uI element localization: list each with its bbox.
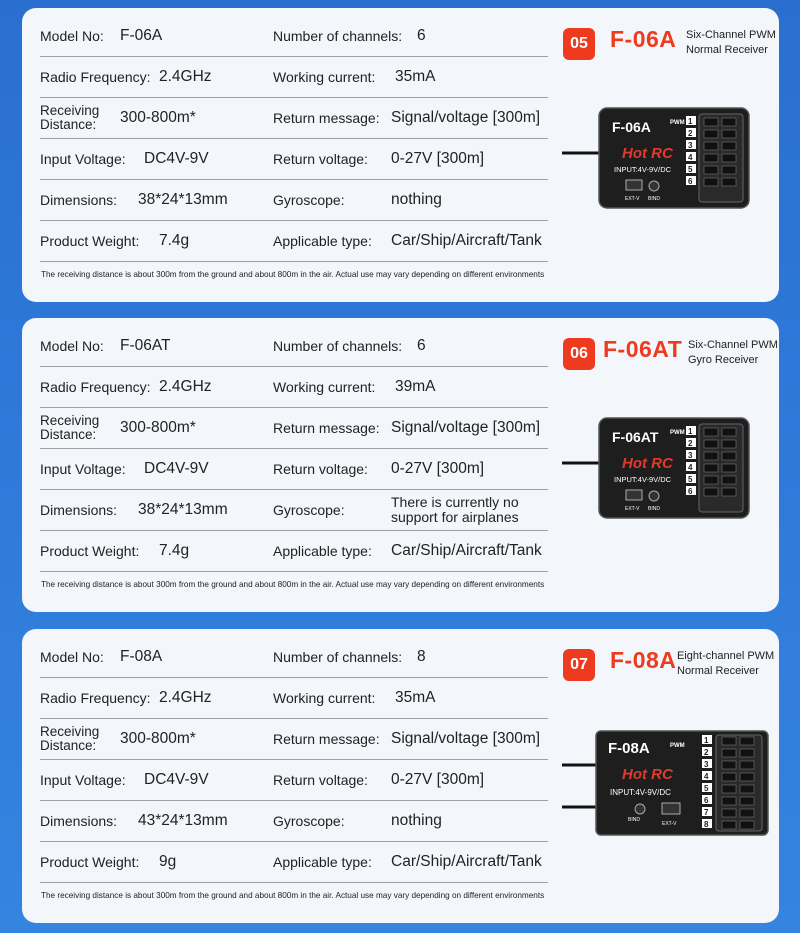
spec-label: Radio Frequency: (40, 379, 151, 395)
subtitle-line: Normal Receiver (677, 665, 759, 677)
spec-value: Signal/voltage [300m] (391, 419, 541, 436)
footnote: The receiving distance is about 300m from the ground and about 800m in the air. Actual use may vary depending on different environments (41, 580, 545, 589)
spec-value: nothing (391, 191, 442, 208)
footnote: The receiving distance is about 300m from the ground and about 800m in the air. Actual use may vary depending on different environments (41, 270, 545, 279)
spec-label: Receiving Distance: (40, 724, 100, 753)
bind-text: BIND (648, 506, 660, 512)
ext-v-text: EXT-V (625, 506, 640, 512)
spec-label: Dimensions: (40, 813, 118, 829)
hotrc-logo: Hot RC (622, 766, 673, 783)
spec-label: Working current: (273, 379, 376, 395)
device-pwm-text: PWM (670, 120, 685, 126)
spec-value: 2.4GHz (159, 378, 212, 395)
product-card-f06a (22, 8, 779, 302)
channel-number: 3 (704, 760, 709, 769)
spec-value: 9g (159, 853, 177, 870)
channel-number: 2 (704, 748, 709, 757)
spec-row (40, 180, 548, 221)
spec-value: 7.4g (159, 542, 190, 559)
spec-row (40, 842, 548, 883)
spec-label: Model No: (40, 338, 104, 354)
subtitle-line: Six-Channel PWM (686, 29, 776, 41)
spec-label: Applicable type: (273, 543, 372, 559)
device-input-text: INPUT:4V-9V/DC (610, 788, 671, 797)
spec-label: Product Weight: (40, 543, 140, 559)
model-title: F-06A (610, 26, 677, 52)
spec-row (40, 367, 548, 408)
spec-row (40, 221, 548, 262)
channel-number: 1 (688, 427, 693, 436)
spec-label: Gyroscope: (273, 813, 345, 829)
spec-value: 35mA (395, 68, 436, 85)
subtitle-line: Six-Channel PWM (688, 339, 778, 351)
channel-number: 1 (704, 736, 709, 745)
spec-label: Input Voltage: (40, 151, 126, 167)
spec-label: Return voltage: (273, 151, 368, 167)
channel-number: 5 (704, 784, 709, 793)
spec-value: 0-27V [300m] (391, 771, 485, 788)
spec-row (40, 760, 548, 801)
spec-row (40, 57, 548, 98)
spec-label: Radio Frequency: (40, 690, 151, 706)
model-subtitle (686, 28, 776, 58)
spec-label: Dimensions: (40, 192, 118, 208)
spec-label: Return voltage: (273, 461, 368, 477)
spec-value: Car/Ship/Aircraft/Tank (391, 542, 542, 559)
spec-value: 7.4g (159, 232, 190, 249)
channel-number: 6 (688, 487, 693, 496)
spec-label: Dimensions: (40, 502, 118, 518)
spec-label: Number of channels: (273, 28, 403, 44)
spec-row (40, 801, 548, 842)
device-model-text: F-06A (612, 119, 651, 135)
channel-number: 2 (688, 439, 693, 448)
spec-value: 300-800m* (120, 419, 196, 436)
spec-label: Input Voltage: (40, 461, 126, 477)
device-pwm-text: PWM (670, 743, 685, 749)
spec-label: Applicable type: (273, 233, 372, 249)
spec-value: Car/Ship/Aircraft/Tank (391, 232, 542, 249)
channel-number: 7 (704, 808, 709, 817)
spec-value: F-08A (120, 648, 163, 665)
bind-text: BIND (628, 817, 640, 823)
hotrc-logo: Hot RC (622, 455, 673, 472)
spec-row (40, 139, 548, 180)
channel-number: 4 (688, 463, 693, 472)
footnote: The receiving distance is about 300m from the ground and about 800m in the air. Actual use may vary depending on different environments (41, 891, 545, 900)
spec-label: Input Voltage: (40, 772, 126, 788)
product-card-f06at (22, 318, 779, 612)
spec-value: 300-800m* (120, 730, 196, 747)
receiver-image (562, 729, 774, 839)
spec-value: nothing (391, 812, 442, 829)
device-model-text: F-08A (608, 740, 650, 757)
spec-value: 35mA (395, 689, 436, 706)
channel-number: 4 (688, 153, 693, 162)
channel-number: 6 (688, 177, 693, 186)
spec-label: Product Weight: (40, 854, 140, 870)
spec-row (40, 719, 548, 760)
spec-row (40, 531, 548, 572)
subtitle-line: Eight-channel PWM (677, 650, 775, 662)
spec-label: Working current: (273, 690, 376, 706)
spec-label: Receiving Distance: (40, 103, 100, 132)
model-number-badge: 05 (563, 28, 595, 60)
spec-value: DC4V-9V (144, 460, 209, 477)
spec-label: Return voltage: (273, 772, 368, 788)
model-subtitle (688, 338, 778, 368)
subtitle-line: Gyro Receiver (688, 354, 759, 366)
device-pwm-text: PWM (670, 430, 685, 436)
spec-label: Number of channels: (273, 338, 403, 354)
spec-row (40, 449, 548, 490)
receiver-image (562, 106, 762, 216)
spec-value: 6 (417, 337, 426, 354)
spec-value: There is currently no support for airplanes (391, 494, 519, 525)
channel-number: 6 (704, 796, 709, 805)
channel-number: 4 (704, 772, 709, 781)
channel-number: 3 (688, 141, 693, 150)
channel-number: 2 (688, 129, 693, 138)
model-title: F-08A (610, 647, 677, 673)
model-number-badge: 07 (563, 649, 595, 681)
device-model-text: F-06AT (612, 429, 659, 445)
spec-value: Signal/voltage [300m] (391, 730, 541, 747)
device-input-text: INPUT:4V-9V/DC (614, 475, 672, 484)
channel-number: 8 (704, 820, 709, 829)
device-input-text: INPUT:4V-9V/DC (614, 165, 672, 174)
subtitle-line: Normal Receiver (686, 44, 768, 56)
spec-value: 38*24*13mm (138, 191, 228, 208)
spec-label: Working current: (273, 69, 376, 85)
channel-number: 5 (688, 475, 693, 484)
spec-row (40, 678, 548, 719)
spec-value: 0-27V [300m] (391, 150, 485, 167)
spec-label: Return message: (273, 731, 380, 747)
spec-row (40, 490, 548, 531)
spec-label: Model No: (40, 649, 104, 665)
spec-value: F-06AT (120, 337, 171, 354)
spec-table (40, 16, 548, 262)
spec-value: 43*24*13mm (138, 812, 228, 829)
spec-label: Return message: (273, 420, 380, 436)
spec-value: DC4V-9V (144, 150, 209, 167)
spec-label: Receiving Distance: (40, 413, 100, 442)
channel-number: 3 (688, 451, 693, 460)
spec-label: Model No: (40, 28, 104, 44)
spec-value: Signal/voltage [300m] (391, 109, 541, 126)
spec-value: Car/Ship/Aircraft/Tank (391, 853, 542, 870)
receiver-image (562, 416, 762, 526)
spec-label: Gyroscope: (273, 502, 345, 518)
spec-value: 2.4GHz (159, 689, 212, 706)
spec-value: 2.4GHz (159, 68, 212, 85)
channel-number: 1 (688, 117, 693, 126)
spec-label: Product Weight: (40, 233, 140, 249)
spec-table (40, 637, 548, 883)
spec-row (40, 98, 548, 139)
hotrc-logo: Hot RC (622, 145, 673, 162)
ext-v-text: EXT-V (662, 821, 677, 827)
spec-row (40, 408, 548, 449)
product-card-f08a (22, 629, 779, 923)
spec-table (40, 326, 548, 572)
spec-value: 8 (417, 648, 426, 665)
spec-value: 39mA (395, 378, 436, 395)
spec-value: F-06A (120, 27, 163, 44)
spec-label: Radio Frequency: (40, 69, 151, 85)
ext-v-text: EXT-V (625, 196, 640, 202)
spec-value: 300-800m* (120, 109, 196, 126)
channel-number: 5 (688, 165, 693, 174)
bind-text: BIND (648, 196, 660, 202)
spec-label: Applicable type: (273, 854, 372, 870)
spec-row (40, 637, 548, 678)
model-number-badge: 06 (563, 338, 595, 370)
spec-value: 38*24*13mm (138, 501, 228, 518)
spec-value: 6 (417, 27, 426, 44)
spec-label: Number of channels: (273, 649, 403, 665)
spec-value: 0-27V [300m] (391, 460, 485, 477)
spec-row (40, 326, 548, 367)
spec-label: Gyroscope: (273, 192, 345, 208)
model-subtitle (677, 649, 774, 679)
model-title: F-06AT (603, 336, 683, 362)
spec-label: Return message: (273, 110, 380, 126)
spec-row (40, 16, 548, 57)
spec-value: DC4V-9V (144, 771, 209, 788)
